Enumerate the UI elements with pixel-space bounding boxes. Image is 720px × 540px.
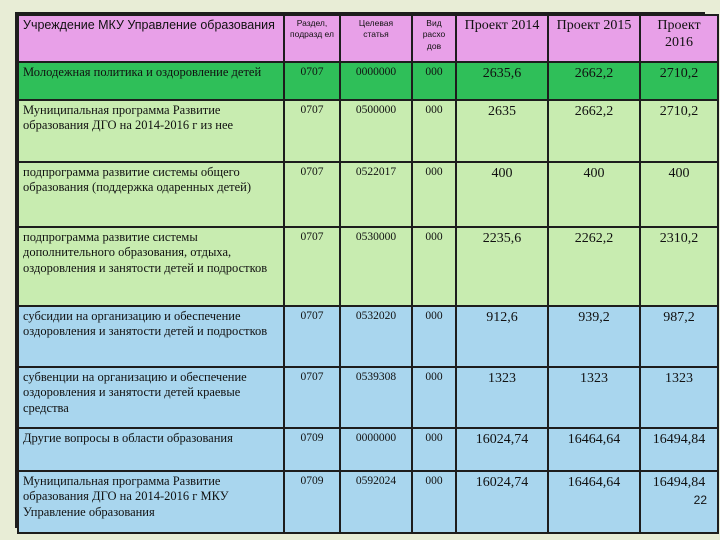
row-expense-type: 000 xyxy=(413,228,455,305)
row-value-2014: 2635 xyxy=(457,101,547,161)
row-target-article: 0532020 xyxy=(341,307,411,366)
row-section: 0707 xyxy=(285,63,339,99)
table-row xyxy=(19,163,717,226)
row-target-article: 0000000 xyxy=(341,429,411,470)
row-expense-type: 000 xyxy=(413,429,455,470)
header-expense-type: Вид расхо дов xyxy=(413,16,455,61)
row-section: 0707 xyxy=(285,163,339,226)
row-section: 0707 xyxy=(285,307,339,366)
row-value-2014: 2235,6 xyxy=(457,228,547,305)
row-expense-type: 000 xyxy=(413,163,455,226)
row-target-article: 0530000 xyxy=(341,228,411,305)
row-section: 0707 xyxy=(285,228,339,305)
page-number: 22 xyxy=(693,493,707,508)
row-value-2016-text: 16494,84 xyxy=(652,475,706,490)
row-value-2016: 400 xyxy=(641,163,717,226)
table-row xyxy=(19,472,717,532)
row-expense-type: 000 xyxy=(413,307,455,366)
row-value-2014: 912,6 xyxy=(457,307,547,366)
row-value-2014: 2635,6 xyxy=(457,63,547,99)
row-value-2015: 16464,64 xyxy=(549,472,639,532)
row-name: Муниципальная программа Развитие образования ДГО на 2014-2016 г МКУ Управление образования xyxy=(19,472,283,532)
row-target-article: 0522017 xyxy=(341,163,411,226)
budget-table xyxy=(17,14,719,534)
row-section: 0707 xyxy=(285,101,339,161)
row-expense-type: 000 xyxy=(413,472,455,532)
table-row xyxy=(19,307,717,366)
header-target-article: Целевая статья xyxy=(341,16,411,61)
row-value-2014: 400 xyxy=(457,163,547,226)
row-value-2016: 16494,84 xyxy=(641,429,717,470)
row-value-2015: 2662,2 xyxy=(549,63,639,99)
row-value-2016: 2310,2 xyxy=(641,228,717,305)
row-value-2015: 1323 xyxy=(549,368,639,427)
table-row xyxy=(19,228,717,305)
row-value-2015: 2262,2 xyxy=(549,228,639,305)
row-value-2016: 987,2 xyxy=(641,307,717,366)
row-target-article: 0539308 xyxy=(341,368,411,427)
row-section: 0709 xyxy=(285,429,339,470)
row-name: субвенции на организацию и обеспечение оздоровления и занятости детей краевые средства xyxy=(19,368,283,427)
table-row xyxy=(19,429,717,470)
row-value-2016: 1323 xyxy=(641,368,717,427)
row-target-article: 0000000 xyxy=(341,63,411,99)
row-expense-type: 000 xyxy=(413,101,455,161)
header-project-2014: Проект 2014 xyxy=(457,16,547,61)
row-name: подпрограмма развитие системы общего образования (поддержка одаренных детей) xyxy=(19,163,283,226)
table-row xyxy=(19,101,717,161)
row-value-2015: 939,2 xyxy=(549,307,639,366)
row-value-2014: 16024,74 xyxy=(457,472,547,532)
row-expense-type: 000 xyxy=(413,368,455,427)
row-value-2016: 2710,2 xyxy=(641,101,717,161)
row-value-2014: 1323 xyxy=(457,368,547,427)
table-row xyxy=(19,63,717,99)
row-section: 0707 xyxy=(285,368,339,427)
row-value-2015: 16464,64 xyxy=(549,429,639,470)
row-name: Муниципальная программа Развитие образования ДГО на 2014-2016 г из нее xyxy=(19,101,283,161)
row-section: 0709 xyxy=(285,472,339,532)
row-expense-type: 000 xyxy=(413,63,455,99)
row-value-2015: 2662,2 xyxy=(549,101,639,161)
row-name: Другие вопросы в области образования xyxy=(19,429,283,470)
header-institution: Учреждение МКУ Управление образования xyxy=(19,16,283,61)
row-value-2016: 2710,2 xyxy=(641,63,717,99)
row-name: субсидии на организацию и обеспечение оздоровления и занятости детей и подростков xyxy=(19,307,283,366)
row-value-2015: 400 xyxy=(549,163,639,226)
row-name: Молодежная политика и оздоровление детей xyxy=(19,63,283,99)
header-row xyxy=(19,16,717,61)
header-section: Раздел, подразд ел xyxy=(285,16,339,61)
row-value-2016 xyxy=(641,472,717,532)
row-target-article: 0500000 xyxy=(341,101,411,161)
header-project-2015: Проект 2015 xyxy=(549,16,639,61)
row-value-2014: 16024,74 xyxy=(457,429,547,470)
row-target-article: 0592024 xyxy=(341,472,411,532)
header-project-2016: Проект 2016 xyxy=(641,16,717,61)
table-row xyxy=(19,368,717,427)
row-name: подпрограмма развитие системы дополнительного образования, отдыха, оздоровления и занятости детей и подростков xyxy=(19,228,283,305)
